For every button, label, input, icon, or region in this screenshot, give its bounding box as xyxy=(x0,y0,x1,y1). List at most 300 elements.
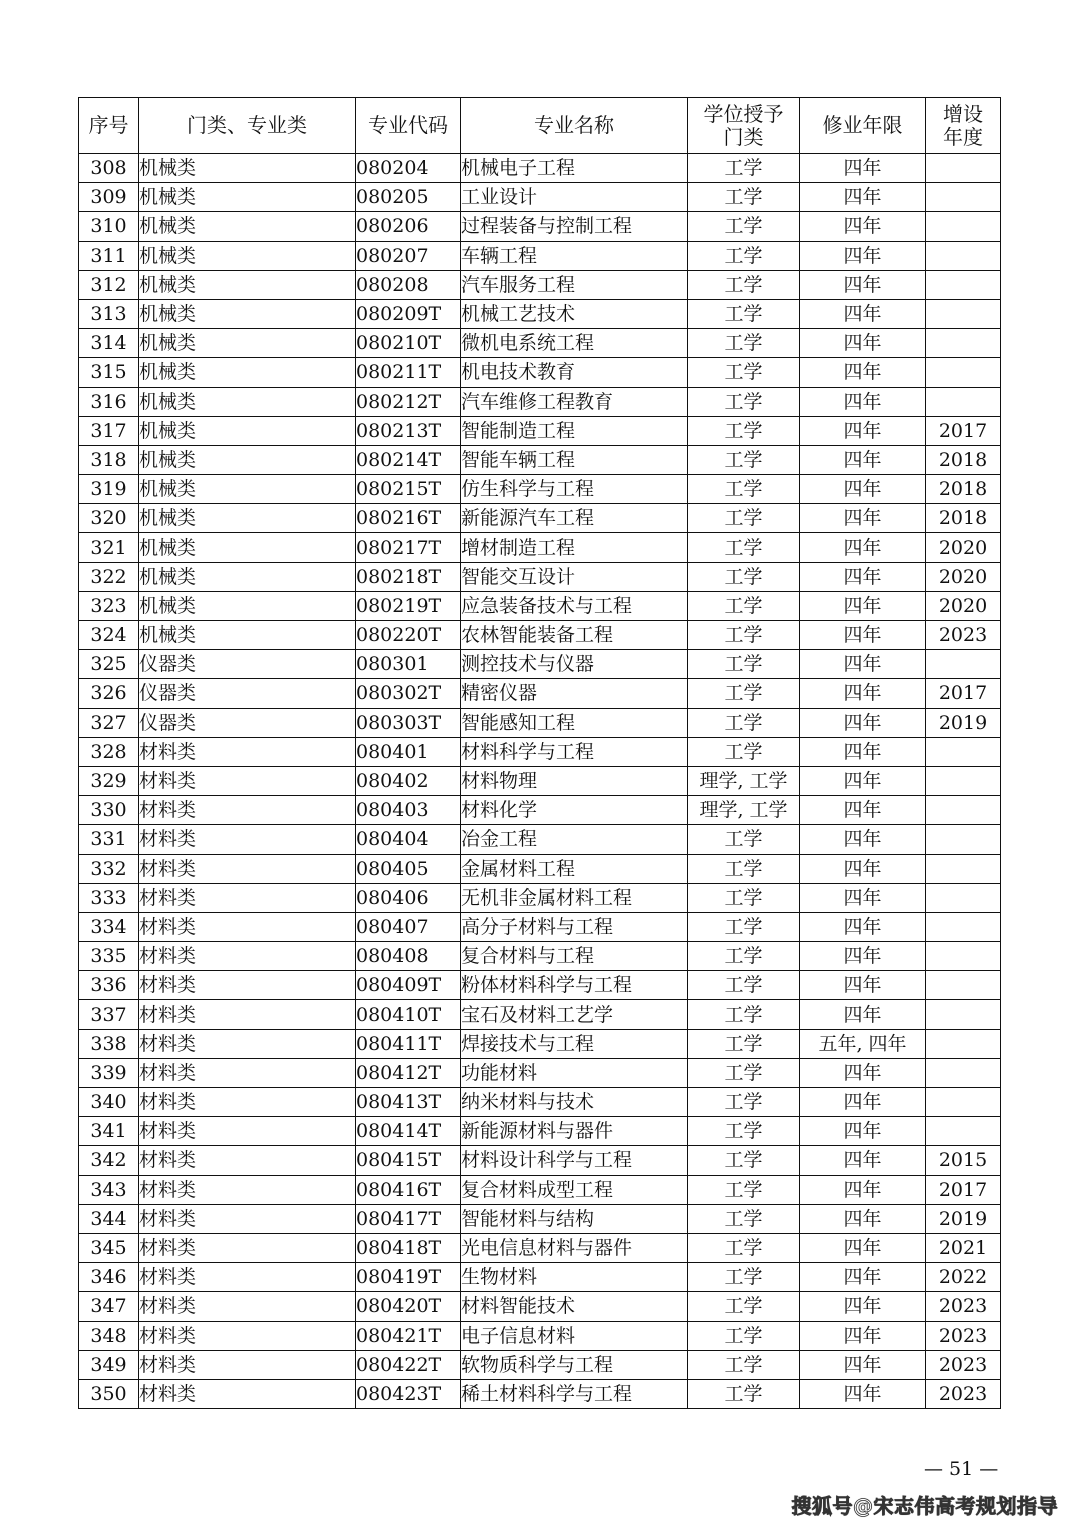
cell-duration: 四年 xyxy=(800,270,926,299)
cell-degree: 工学 xyxy=(688,1000,800,1029)
table-row xyxy=(79,971,1001,1000)
cell-name: 复合材料与工程 xyxy=(461,942,688,971)
cell-year: 2017 xyxy=(926,1175,1001,1204)
cell-duration: 四年 xyxy=(800,650,926,679)
cell-duration: 四年 xyxy=(800,737,926,766)
cell-degree: 工学 xyxy=(688,1146,800,1175)
cell-category: 机械类 xyxy=(139,504,356,533)
cell-name: 智能制造工程 xyxy=(461,416,688,445)
cell-degree: 工学 xyxy=(688,154,800,183)
cell-degree: 工学 xyxy=(688,825,800,854)
cell-category: 机械类 xyxy=(139,212,356,241)
cell-degree: 工学 xyxy=(688,358,800,387)
cell-code: 080411T xyxy=(356,1029,461,1058)
table-row xyxy=(79,621,1001,650)
cell-year xyxy=(926,737,1001,766)
cell-code: 080206 xyxy=(356,212,461,241)
cell-category: 仪器类 xyxy=(139,679,356,708)
cell-name: 生物材料 xyxy=(461,1263,688,1292)
cell-code: 080210T xyxy=(356,329,461,358)
cell-degree: 工学 xyxy=(688,329,800,358)
table-row xyxy=(79,766,1001,795)
cell-year: 2023 xyxy=(926,1321,1001,1350)
cell-year: 2021 xyxy=(926,1233,1001,1262)
cell-name: 微机电系统工程 xyxy=(461,329,688,358)
major-catalog-table xyxy=(78,97,1001,1409)
cell-duration: 四年 xyxy=(800,1379,926,1408)
cell-category: 机械类 xyxy=(139,445,356,474)
cell-name: 机械电子工程 xyxy=(461,154,688,183)
cell-duration: 四年 xyxy=(800,1000,926,1029)
cell-degree: 工学 xyxy=(688,562,800,591)
cell-code: 080408 xyxy=(356,942,461,971)
cell-category: 机械类 xyxy=(139,387,356,416)
cell-name: 仿生科学与工程 xyxy=(461,475,688,504)
cell-degree: 工学 xyxy=(688,1088,800,1117)
table-row xyxy=(79,1000,1001,1029)
cell-year: 2018 xyxy=(926,475,1001,504)
cell-year: 2018 xyxy=(926,445,1001,474)
cell-year xyxy=(926,154,1001,183)
cell-year: 2020 xyxy=(926,562,1001,591)
cell-code: 080416T xyxy=(356,1175,461,1204)
cell-category: 材料类 xyxy=(139,1175,356,1204)
cell-code: 080405 xyxy=(356,854,461,883)
cell-code: 080218T xyxy=(356,562,461,591)
cell-index: 315 xyxy=(79,358,139,387)
cell-duration: 四年 xyxy=(800,1175,926,1204)
cell-year xyxy=(926,1088,1001,1117)
cell-index: 343 xyxy=(79,1175,139,1204)
cell-degree: 工学 xyxy=(688,1058,800,1087)
cell-degree: 工学 xyxy=(688,416,800,445)
cell-code: 080215T xyxy=(356,475,461,504)
cell-index: 344 xyxy=(79,1204,139,1233)
header-name: 专业名称 xyxy=(461,98,688,154)
cell-code: 080303T xyxy=(356,708,461,737)
cell-index: 308 xyxy=(79,154,139,183)
cell-index: 329 xyxy=(79,766,139,795)
cell-name: 机电技术教育 xyxy=(461,358,688,387)
cell-year: 2023 xyxy=(926,1379,1001,1408)
cell-duration: 四年 xyxy=(800,912,926,941)
table-row xyxy=(79,504,1001,533)
cell-degree: 工学 xyxy=(688,1029,800,1058)
cell-name: 过程装备与控制工程 xyxy=(461,212,688,241)
cell-category: 材料类 xyxy=(139,766,356,795)
cell-year xyxy=(926,241,1001,270)
cell-year xyxy=(926,971,1001,1000)
table-row xyxy=(79,912,1001,941)
cell-degree: 工学 xyxy=(688,1233,800,1262)
cell-degree: 工学 xyxy=(688,533,800,562)
cell-category: 材料类 xyxy=(139,1379,356,1408)
cell-duration: 四年 xyxy=(800,504,926,533)
cell-degree: 工学 xyxy=(688,1204,800,1233)
cell-duration: 四年 xyxy=(800,1321,926,1350)
cell-code: 080415T xyxy=(356,1146,461,1175)
cell-category: 材料类 xyxy=(139,825,356,854)
cell-code: 080406 xyxy=(356,883,461,912)
cell-degree: 工学 xyxy=(688,387,800,416)
cell-degree: 工学 xyxy=(688,854,800,883)
cell-degree: 工学 xyxy=(688,504,800,533)
table-row xyxy=(79,1379,1001,1408)
cell-category: 机械类 xyxy=(139,591,356,620)
cell-index: 319 xyxy=(79,475,139,504)
cell-year xyxy=(926,183,1001,212)
cell-degree: 工学 xyxy=(688,1350,800,1379)
cell-index: 346 xyxy=(79,1263,139,1292)
cell-index: 332 xyxy=(79,854,139,883)
cell-duration: 四年 xyxy=(800,621,926,650)
cell-code: 080207 xyxy=(356,241,461,270)
cell-duration: 四年 xyxy=(800,1088,926,1117)
cell-code: 080418T xyxy=(356,1233,461,1262)
cell-index: 335 xyxy=(79,942,139,971)
cell-category: 机械类 xyxy=(139,154,356,183)
cell-name: 材料科学与工程 xyxy=(461,737,688,766)
cell-name: 冶金工程 xyxy=(461,825,688,854)
cell-name: 复合材料成型工程 xyxy=(461,1175,688,1204)
cell-category: 材料类 xyxy=(139,1321,356,1350)
table-row xyxy=(79,445,1001,474)
cell-category: 仪器类 xyxy=(139,650,356,679)
cell-year: 2019 xyxy=(926,1204,1001,1233)
cell-name: 光电信息材料与器件 xyxy=(461,1233,688,1262)
cell-name: 工业设计 xyxy=(461,183,688,212)
cell-index: 325 xyxy=(79,650,139,679)
cell-index: 337 xyxy=(79,1000,139,1029)
cell-index: 333 xyxy=(79,883,139,912)
table-row xyxy=(79,1204,1001,1233)
cell-category: 材料类 xyxy=(139,971,356,1000)
cell-degree: 理学, 工学 xyxy=(688,766,800,795)
cell-duration: 四年 xyxy=(800,971,926,1000)
cell-year: 2019 xyxy=(926,708,1001,737)
cell-code: 080204 xyxy=(356,154,461,183)
cell-index: 309 xyxy=(79,183,139,212)
cell-index: 339 xyxy=(79,1058,139,1087)
cell-degree: 工学 xyxy=(688,737,800,766)
cell-code: 080421T xyxy=(356,1321,461,1350)
cell-year xyxy=(926,650,1001,679)
cell-category: 机械类 xyxy=(139,299,356,328)
table-row xyxy=(79,1292,1001,1321)
cell-code: 080403 xyxy=(356,796,461,825)
cell-code: 080219T xyxy=(356,591,461,620)
cell-degree: 工学 xyxy=(688,883,800,912)
cell-code: 080213T xyxy=(356,416,461,445)
cell-degree: 工学 xyxy=(688,475,800,504)
table-row xyxy=(79,679,1001,708)
cell-year xyxy=(926,796,1001,825)
cell-duration: 四年 xyxy=(800,1292,926,1321)
cell-category: 机械类 xyxy=(139,241,356,270)
table-row xyxy=(79,1088,1001,1117)
cell-index: 314 xyxy=(79,329,139,358)
cell-year xyxy=(926,270,1001,299)
watermark: 搜狐号@宋志伟高考规划指导 xyxy=(791,1494,1058,1518)
table-row xyxy=(79,1263,1001,1292)
cell-code: 080211T xyxy=(356,358,461,387)
cell-duration: 四年 xyxy=(800,387,926,416)
cell-index: 348 xyxy=(79,1321,139,1350)
cell-year xyxy=(926,329,1001,358)
cell-index: 350 xyxy=(79,1379,139,1408)
cell-name: 材料智能技术 xyxy=(461,1292,688,1321)
cell-index: 347 xyxy=(79,1292,139,1321)
cell-index: 345 xyxy=(79,1233,139,1262)
table-row xyxy=(79,1117,1001,1146)
cell-name: 汽车服务工程 xyxy=(461,270,688,299)
cell-duration: 四年 xyxy=(800,591,926,620)
cell-code: 080413T xyxy=(356,1088,461,1117)
cell-category: 机械类 xyxy=(139,562,356,591)
cell-name: 农林智能装备工程 xyxy=(461,621,688,650)
cell-name: 功能材料 xyxy=(461,1058,688,1087)
cell-year xyxy=(926,825,1001,854)
cell-category: 机械类 xyxy=(139,270,356,299)
cell-name: 无机非金属材料工程 xyxy=(461,883,688,912)
cell-degree: 工学 xyxy=(688,1292,800,1321)
cell-code: 080214T xyxy=(356,445,461,474)
cell-code: 080301 xyxy=(356,650,461,679)
cell-year xyxy=(926,766,1001,795)
cell-index: 312 xyxy=(79,270,139,299)
table-row xyxy=(79,1175,1001,1204)
cell-category: 材料类 xyxy=(139,1000,356,1029)
table-row xyxy=(79,270,1001,299)
cell-name: 金属材料工程 xyxy=(461,854,688,883)
cell-duration: 五年, 四年 xyxy=(800,1029,926,1058)
cell-code: 080216T xyxy=(356,504,461,533)
page-number: — 51 — xyxy=(924,1458,999,1480)
cell-degree: 工学 xyxy=(688,299,800,328)
cell-year: 2023 xyxy=(926,621,1001,650)
cell-name: 应急装备技术与工程 xyxy=(461,591,688,620)
table-row xyxy=(79,299,1001,328)
cell-duration: 四年 xyxy=(800,1117,926,1146)
table-row xyxy=(79,1146,1001,1175)
cell-year: 2023 xyxy=(926,1292,1001,1321)
cell-degree: 工学 xyxy=(688,1175,800,1204)
cell-name: 机械工艺技术 xyxy=(461,299,688,328)
cell-index: 330 xyxy=(79,796,139,825)
cell-year: 2018 xyxy=(926,504,1001,533)
cell-category: 机械类 xyxy=(139,416,356,445)
cell-name: 软物质科学与工程 xyxy=(461,1350,688,1379)
cell-category: 材料类 xyxy=(139,1233,356,1262)
cell-name: 焊接技术与工程 xyxy=(461,1029,688,1058)
header-code: 专业代码 xyxy=(356,98,461,154)
cell-index: 327 xyxy=(79,708,139,737)
cell-duration: 四年 xyxy=(800,475,926,504)
cell-code: 080217T xyxy=(356,533,461,562)
cell-category: 材料类 xyxy=(139,1117,356,1146)
cell-year xyxy=(926,358,1001,387)
table-row xyxy=(79,475,1001,504)
cell-duration: 四年 xyxy=(800,1350,926,1379)
table-row xyxy=(79,854,1001,883)
cell-year: 2020 xyxy=(926,591,1001,620)
cell-code: 080414T xyxy=(356,1117,461,1146)
cell-category: 材料类 xyxy=(139,796,356,825)
cell-name: 材料设计科学与工程 xyxy=(461,1146,688,1175)
cell-duration: 四年 xyxy=(800,825,926,854)
cell-category: 材料类 xyxy=(139,1058,356,1087)
cell-duration: 四年 xyxy=(800,796,926,825)
cell-year xyxy=(926,942,1001,971)
cell-category: 仪器类 xyxy=(139,708,356,737)
cell-degree: 工学 xyxy=(688,621,800,650)
cell-duration: 四年 xyxy=(800,708,926,737)
cell-name: 纳米材料与技术 xyxy=(461,1088,688,1117)
cell-duration: 四年 xyxy=(800,883,926,912)
table-row xyxy=(79,1233,1001,1262)
cell-duration: 四年 xyxy=(800,562,926,591)
table-row xyxy=(79,708,1001,737)
cell-year xyxy=(926,212,1001,241)
cell-year xyxy=(926,387,1001,416)
cell-duration: 四年 xyxy=(800,679,926,708)
cell-degree: 工学 xyxy=(688,1379,800,1408)
cell-index: 328 xyxy=(79,737,139,766)
cell-category: 机械类 xyxy=(139,475,356,504)
table-row xyxy=(79,1321,1001,1350)
cell-index: 316 xyxy=(79,387,139,416)
cell-duration: 四年 xyxy=(800,766,926,795)
cell-degree: 理学, 工学 xyxy=(688,796,800,825)
cell-duration: 四年 xyxy=(800,416,926,445)
cell-degree: 工学 xyxy=(688,942,800,971)
cell-degree: 工学 xyxy=(688,679,800,708)
cell-year xyxy=(926,1000,1001,1029)
cell-degree: 工学 xyxy=(688,708,800,737)
cell-year xyxy=(926,1058,1001,1087)
cell-year: 2017 xyxy=(926,679,1001,708)
cell-degree: 工学 xyxy=(688,1321,800,1350)
cell-index: 323 xyxy=(79,591,139,620)
cell-duration: 四年 xyxy=(800,212,926,241)
cell-degree: 工学 xyxy=(688,241,800,270)
table-row xyxy=(79,533,1001,562)
cell-index: 322 xyxy=(79,562,139,591)
cell-degree: 工学 xyxy=(688,183,800,212)
cell-index: 342 xyxy=(79,1146,139,1175)
table-row xyxy=(79,562,1001,591)
cell-duration: 四年 xyxy=(800,1204,926,1233)
table-row xyxy=(79,358,1001,387)
cell-category: 材料类 xyxy=(139,1146,356,1175)
table-row xyxy=(79,737,1001,766)
cell-index: 340 xyxy=(79,1088,139,1117)
cell-name: 电子信息材料 xyxy=(461,1321,688,1350)
cell-code: 080401 xyxy=(356,737,461,766)
cell-duration: 四年 xyxy=(800,533,926,562)
cell-category: 材料类 xyxy=(139,883,356,912)
cell-name: 粉体材料科学与工程 xyxy=(461,971,688,1000)
table-row xyxy=(79,212,1001,241)
cell-index: 349 xyxy=(79,1350,139,1379)
cell-category: 机械类 xyxy=(139,329,356,358)
header-index: 序号 xyxy=(79,98,139,154)
cell-index: 318 xyxy=(79,445,139,474)
cell-name: 新能源材料与器件 xyxy=(461,1117,688,1146)
cell-category: 材料类 xyxy=(139,912,356,941)
cell-index: 321 xyxy=(79,533,139,562)
cell-code: 080205 xyxy=(356,183,461,212)
cell-category: 材料类 xyxy=(139,1350,356,1379)
cell-index: 313 xyxy=(79,299,139,328)
header-year: 增设 年度 xyxy=(926,98,1001,154)
cell-degree: 工学 xyxy=(688,1117,800,1146)
table-row xyxy=(79,883,1001,912)
cell-year: 2015 xyxy=(926,1146,1001,1175)
table-row xyxy=(79,1350,1001,1379)
cell-category: 材料类 xyxy=(139,737,356,766)
cell-duration: 四年 xyxy=(800,1233,926,1262)
cell-year xyxy=(926,1029,1001,1058)
table-row xyxy=(79,796,1001,825)
cell-code: 080423T xyxy=(356,1379,461,1408)
cell-duration: 四年 xyxy=(800,329,926,358)
cell-code: 080212T xyxy=(356,387,461,416)
table-row xyxy=(79,183,1001,212)
cell-code: 080412T xyxy=(356,1058,461,1087)
table-row xyxy=(79,416,1001,445)
cell-code: 080417T xyxy=(356,1204,461,1233)
cell-year: 2023 xyxy=(926,1350,1001,1379)
cell-duration: 四年 xyxy=(800,154,926,183)
table-row xyxy=(79,825,1001,854)
cell-category: 机械类 xyxy=(139,183,356,212)
cell-degree: 工学 xyxy=(688,591,800,620)
table-row xyxy=(79,591,1001,620)
cell-year: 2017 xyxy=(926,416,1001,445)
table-body xyxy=(79,154,1001,1409)
cell-category: 材料类 xyxy=(139,1263,356,1292)
cell-name: 智能车辆工程 xyxy=(461,445,688,474)
table-row xyxy=(79,1058,1001,1087)
cell-code: 080302T xyxy=(356,679,461,708)
table-row xyxy=(79,329,1001,358)
cell-name: 汽车维修工程教育 xyxy=(461,387,688,416)
table-row xyxy=(79,650,1001,679)
cell-name: 车辆工程 xyxy=(461,241,688,270)
cell-degree: 工学 xyxy=(688,971,800,1000)
cell-duration: 四年 xyxy=(800,358,926,387)
cell-code: 080208 xyxy=(356,270,461,299)
cell-year xyxy=(926,1117,1001,1146)
cell-degree: 工学 xyxy=(688,912,800,941)
cell-year xyxy=(926,854,1001,883)
cell-degree: 工学 xyxy=(688,1263,800,1292)
cell-name: 增材制造工程 xyxy=(461,533,688,562)
cell-category: 材料类 xyxy=(139,1204,356,1233)
cell-category: 材料类 xyxy=(139,942,356,971)
cell-category: 材料类 xyxy=(139,1292,356,1321)
cell-duration: 四年 xyxy=(800,299,926,328)
table-row xyxy=(79,1029,1001,1058)
cell-duration: 四年 xyxy=(800,445,926,474)
cell-name: 材料化学 xyxy=(461,796,688,825)
cell-category: 机械类 xyxy=(139,621,356,650)
cell-name: 新能源汽车工程 xyxy=(461,504,688,533)
cell-index: 326 xyxy=(79,679,139,708)
cell-category: 材料类 xyxy=(139,1088,356,1117)
cell-duration: 四年 xyxy=(800,1146,926,1175)
